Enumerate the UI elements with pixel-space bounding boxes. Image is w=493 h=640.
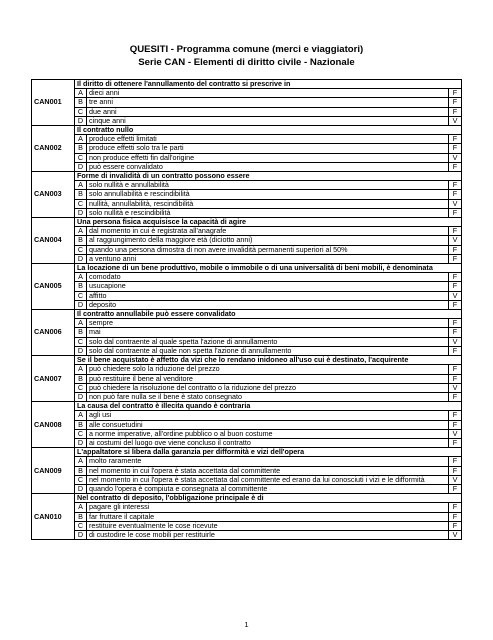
answer-text: quando l'opera è compiuta e consegnata al committente (87, 484, 449, 493)
answer-value: F (449, 365, 462, 374)
answer-row (32, 328, 462, 337)
answer-value: F (449, 328, 462, 337)
answer-row (32, 475, 462, 484)
answer-value: F (449, 227, 462, 236)
answer-text: affitto (87, 291, 449, 300)
question-text: Il contratto annullabile può essere convalidato (75, 310, 462, 319)
answer-row (32, 254, 462, 263)
document-subtitle: Serie CAN - Elementi di diritto civile - Nazionale (138, 57, 355, 68)
answer-letter: D (75, 530, 87, 539)
answer-letter: C (75, 199, 87, 208)
answer-row (32, 300, 462, 309)
question-text: Il contratto nullo (75, 126, 462, 135)
answer-value: F (449, 438, 462, 447)
answer-row (32, 530, 462, 539)
answer-letter: D (75, 392, 87, 401)
answer-letter: B (75, 420, 87, 429)
answer-letter: D (75, 300, 87, 309)
answer-row (32, 503, 462, 512)
answer-text: mai (87, 328, 449, 337)
answer-row (32, 153, 462, 162)
answer-row (32, 392, 462, 401)
question-id: CAN008 (32, 402, 75, 448)
answer-text: può chiedere la risoluzione del contratto o la riduzione del prezzo (87, 383, 449, 392)
answer-letter: A (75, 411, 87, 420)
answer-value: F (449, 190, 462, 199)
answer-row (32, 521, 462, 530)
question-id: CAN009 (32, 448, 75, 494)
answer-value: V (449, 116, 462, 125)
answer-letter: B (75, 236, 87, 245)
answer-row (32, 466, 462, 475)
question-id: CAN001 (32, 80, 75, 126)
answer-text: due anni (87, 107, 449, 116)
answer-text: solo nullità e rescindibilità (87, 208, 449, 217)
answer-value: F (449, 245, 462, 254)
answer-value: V (449, 383, 462, 392)
question-id: CAN002 (32, 126, 75, 172)
question-row (32, 218, 462, 227)
question-text: Forme di invalidità di un contratto possono essere (75, 172, 462, 181)
answer-text: cinque anni (87, 116, 449, 125)
answer-value: F (449, 484, 462, 493)
answer-text: dieci anni (87, 89, 449, 98)
answer-letter: B (75, 190, 87, 199)
question-text: L'appaltatore si libera dalla garanzia per difformità e vizi dell'opera (75, 448, 462, 457)
answer-text: nel momento in cui l'opera è stata accettata dal committente ed erano da lui conosciuti i vizi e le difformità (87, 475, 449, 484)
page-number: 1 (244, 620, 249, 629)
answer-letter: B (75, 282, 87, 291)
answer-row (32, 181, 462, 190)
answer-value: F (449, 300, 462, 309)
answer-letter: C (75, 475, 87, 484)
question-text: Il diritto di ottenere l'annullamento del contratto si prescrive in (75, 80, 462, 89)
answer-row (32, 319, 462, 328)
answer-value: F (449, 107, 462, 116)
question-text: La causa del contratto è illecita quando è contraria (75, 402, 462, 411)
answer-text: non può fare nulla se il bene è stato consegnato (87, 392, 449, 401)
answer-row (32, 512, 462, 521)
answer-value: F (449, 503, 462, 512)
answer-text: a norme imperative, all'ordine pubblico o al buon costume (87, 429, 449, 438)
answer-text: non produce effetti fin dall'origine (87, 153, 449, 162)
answer-row (32, 291, 462, 300)
answer-letter: A (75, 89, 87, 98)
question-id: CAN007 (32, 356, 75, 402)
answer-value: V (449, 337, 462, 346)
answer-text: comodato (87, 273, 449, 282)
answer-row (32, 273, 462, 282)
answer-row (32, 457, 462, 466)
questions-table (31, 79, 462, 540)
question-row (32, 448, 462, 457)
answer-letter: D (75, 438, 87, 447)
answer-text: produce effetti solo tra le parti (87, 144, 449, 153)
question-row (32, 172, 462, 181)
answer-letter: C (75, 337, 87, 346)
answer-row (32, 89, 462, 98)
answer-text: solo nullità e annullabilità (87, 181, 449, 190)
answer-value: V (449, 153, 462, 162)
answer-row (32, 227, 462, 236)
question-row (32, 356, 462, 365)
answer-row (32, 245, 462, 254)
answer-value: F (449, 392, 462, 401)
answer-text: usucapione (87, 282, 449, 291)
answer-letter: B (75, 512, 87, 521)
answer-letter: C (75, 291, 87, 300)
answer-row (32, 429, 462, 438)
answer-row (32, 374, 462, 383)
answer-letter: C (75, 107, 87, 116)
answer-letter: B (75, 328, 87, 337)
question-text: Se il bene acquistato è affetto da vizi che lo rendano inidoneo all'uso cui è destinato, l'acquirente (75, 356, 462, 365)
question-row (32, 310, 462, 319)
answer-value: F (449, 512, 462, 521)
answer-text: far fruttare il capitale (87, 512, 449, 521)
answer-letter: A (75, 319, 87, 328)
question-id: CAN006 (32, 310, 75, 356)
answer-value: F (449, 466, 462, 475)
question-id: CAN005 (32, 264, 75, 310)
answer-letter: D (75, 484, 87, 493)
question-row (32, 494, 462, 503)
answer-row (32, 135, 462, 144)
answer-row (32, 282, 462, 291)
answer-letter: D (75, 208, 87, 217)
answer-value: F (449, 98, 462, 107)
answer-row (32, 438, 462, 447)
answer-value: F (449, 420, 462, 429)
answer-value: F (449, 135, 462, 144)
answer-value: F (449, 144, 462, 153)
answer-row (32, 484, 462, 493)
answer-text: nel momento in cui l'opera è stata accettata dal committente (87, 466, 449, 475)
answer-text: nullità, annullabilità, rescindibilità (87, 199, 449, 208)
answer-row (32, 420, 462, 429)
answer-row (32, 98, 462, 107)
answer-row (32, 199, 462, 208)
answer-value: F (449, 411, 462, 420)
answer-value: F (449, 457, 462, 466)
answer-letter: A (75, 181, 87, 190)
answer-row (32, 144, 462, 153)
answer-letter: A (75, 365, 87, 374)
question-id: CAN004 (32, 218, 75, 264)
answer-row (32, 337, 462, 346)
answer-letter: D (75, 346, 87, 355)
question-row (32, 264, 462, 273)
answer-text: dal momento in cui è registrata all'anagrafe (87, 227, 449, 236)
answer-letter: C (75, 245, 87, 254)
answer-text: solo annullabilità e rescindibilità (87, 190, 449, 199)
answer-row (32, 383, 462, 392)
answer-letter: B (75, 466, 87, 475)
answer-letter: C (75, 383, 87, 392)
answer-value: F (449, 521, 462, 530)
answer-letter: D (75, 116, 87, 125)
answer-text: può essere convalidato (87, 162, 449, 171)
question-text: La locazione di un bene produttivo, mobile o immobile o di una universalità di beni mobili, è denominata (75, 264, 462, 273)
answer-value: F (449, 254, 462, 263)
answer-text: di custodire le cose mobili per restituirle (87, 530, 449, 539)
answer-text: può restituire il bene al venditore (87, 374, 449, 383)
answer-text: sempre (87, 319, 449, 328)
answer-letter: B (75, 374, 87, 383)
answer-text: pagare gli interessi (87, 503, 449, 512)
answer-value: F (449, 319, 462, 328)
answer-value: F (449, 282, 462, 291)
answer-letter: C (75, 153, 87, 162)
answer-row (32, 107, 462, 116)
answer-letter: A (75, 273, 87, 282)
answer-value: F (449, 208, 462, 217)
answer-text: restituire eventualmente le cose ricevute (87, 521, 449, 530)
document-title: QUESITI - Programma comune (merci e viaggiatori) (129, 44, 364, 55)
answer-text: a ventuno anni (87, 254, 449, 263)
answer-letter: A (75, 135, 87, 144)
answer-text: deposito (87, 300, 449, 309)
answer-letter: B (75, 144, 87, 153)
answer-row (32, 411, 462, 420)
answer-row (32, 116, 462, 125)
answer-value: F (449, 162, 462, 171)
answer-value: F (449, 273, 462, 282)
answer-value: F (449, 374, 462, 383)
answer-text: può chiedere solo la riduzione del prezzo (87, 365, 449, 374)
question-id: CAN010 (32, 494, 75, 540)
answer-letter: A (75, 227, 87, 236)
question-row (32, 126, 462, 135)
answer-letter: C (75, 521, 87, 530)
answer-value: V (449, 429, 462, 438)
answer-value: F (449, 181, 462, 190)
answer-letter: A (75, 503, 87, 512)
answer-row (32, 208, 462, 217)
question-row (32, 402, 462, 411)
answer-text: al raggiungimento della maggiore età (diciotto anni) (87, 236, 449, 245)
answer-value: V (449, 236, 462, 245)
answer-text: ai costumi del luogo ove viene concluso il contratto (87, 438, 449, 447)
answer-letter: D (75, 162, 87, 171)
answer-row (32, 162, 462, 171)
answer-letter: D (75, 254, 87, 263)
answer-letter: A (75, 457, 87, 466)
answer-row (32, 365, 462, 374)
answer-value: V (449, 530, 462, 539)
answer-row (32, 190, 462, 199)
answer-text: molto raramente (87, 457, 449, 466)
answer-text: alle consuetudini (87, 420, 449, 429)
answer-text: agli usi (87, 411, 449, 420)
answer-text: solo dal contraente al quale non spetta l'azione di annullamento (87, 346, 449, 355)
answer-row (32, 236, 462, 245)
answer-row (32, 346, 462, 355)
question-id: CAN003 (32, 172, 75, 218)
question-text: Una persona fisica acquisisce la capacità di agire (75, 218, 462, 227)
answer-text: solo dal contraente al quale spetta l'azione di annullamento (87, 337, 449, 346)
answer-value: V (449, 475, 462, 484)
answer-text: produce effetti limitati (87, 135, 449, 144)
answer-letter: C (75, 429, 87, 438)
answer-value: V (449, 199, 462, 208)
answer-text: quando una persona dimostra di non avere invalidità permanenti superiori al 50% (87, 245, 449, 254)
answer-value: V (449, 291, 462, 300)
answer-value: F (449, 346, 462, 355)
answer-letter: B (75, 98, 87, 107)
answer-text: tre anni (87, 98, 449, 107)
question-text: Nel contratto di deposito, l'obbligazione principale è di (75, 494, 462, 503)
answer-value: F (449, 89, 462, 98)
question-row (32, 80, 462, 89)
